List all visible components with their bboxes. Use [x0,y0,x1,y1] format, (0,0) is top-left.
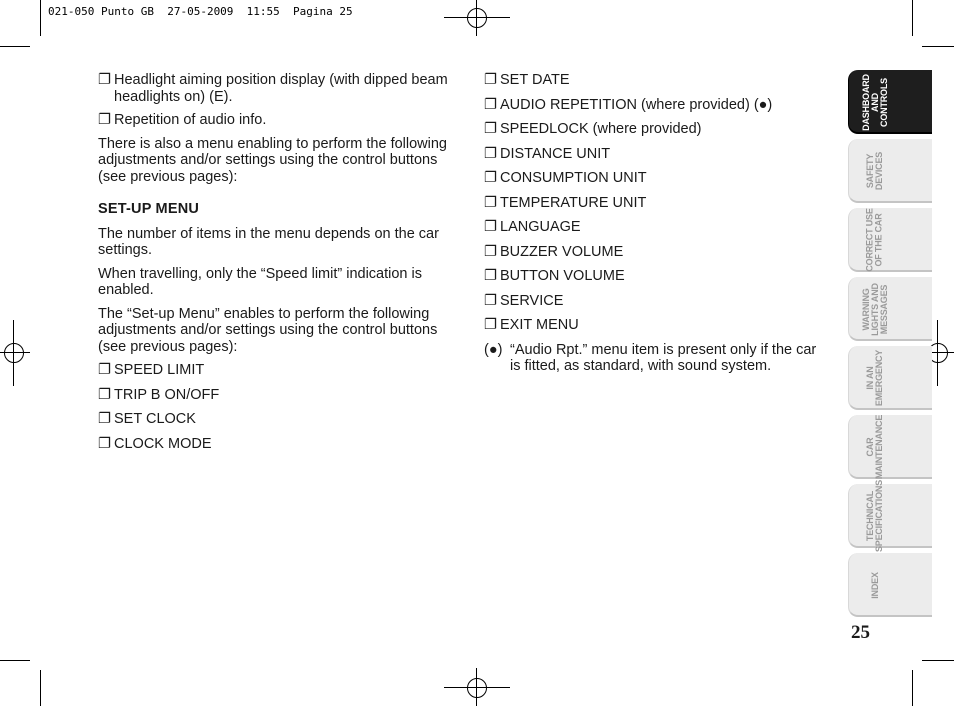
section-heading: SET-UP MENU [98,201,200,217]
menu-item-text: BUZZER VOLUME [500,243,624,260]
tab-warning-lights-and-messages[interactable] [848,277,932,341]
menu-item-text: SERVICE [500,292,564,309]
menu-item [484,244,824,261]
paragraph: The number of items in the menu depends on the car settings. [98,225,439,258]
menu-item [98,362,448,379]
print-slug: 021-050 Punto GB 27-05-2009 11:55 Pagina 25 [48,5,353,18]
checkbox-bullet-icon: ❐ [484,292,497,309]
menu-item [484,317,824,334]
checkbox-bullet-icon: ❐ [484,170,497,186]
tab-dashboard-and-controls[interactable] [848,70,932,134]
checkbox-bullet-icon: ❐ [98,411,111,427]
menu-item-text: SET DATE [500,72,570,88]
menu-item-text: AUDIO REPETITION (where provided) (●) [500,96,773,113]
checkbox-bullet-icon: ❐ [98,386,111,403]
menu-item-text: CLOCK MODE [114,435,212,452]
checkbox-bullet-icon: ❐ [484,121,497,137]
menu-item-text: LANGUAGE [500,219,581,235]
menu-item-text: TRIP B ON/OFF [114,386,220,403]
tab-label: WARNING LIGHTS AND MESSAGES [860,282,889,336]
crop-mark [922,660,954,661]
tab-label: SAFETY DEVICES [865,151,884,191]
bullet-text: Headlight aiming position display (with dipped beam headlights on) (E). [114,72,448,105]
bullet-text: Repetition of audio info. [114,112,267,128]
menu-item [484,121,824,138]
crop-mark [912,0,913,36]
crop-mark [0,46,30,47]
checkbox-bullet-icon: ❐ [484,194,497,211]
menu-item [98,387,448,404]
left-column [98,72,448,460]
menu-item [98,436,448,453]
checkbox-bullet-icon: ❐ [484,243,497,260]
checkbox-bullet-icon: ❐ [98,362,111,378]
menu-item-text: EXIT MENU [500,317,579,333]
crop-mark [912,670,913,706]
crop-mark [40,670,41,706]
paragraph: The “Set-up Menu” enables to perform the following adjustments and/or settings using the control buttons (see previous pages): [98,305,438,355]
menu-item-text: SPEED LIMIT [114,362,205,378]
crop-mark [0,660,30,661]
intro-paragraph: There is also a menu enabling to perform the following adjustments and/or settings using the control buttons (see previous pages): [98,135,447,185]
bullet-item [98,112,448,129]
tab-car-maintenance[interactable] [848,415,932,479]
checkbox-bullet-icon: ❐ [98,112,111,128]
menu-item [484,146,824,163]
tab-in-an-emergency[interactable] [848,346,932,410]
menu-item [484,293,824,310]
bullet-item [98,72,448,105]
footnote-marker: (●) [484,341,503,358]
tab-label: TECHNICAL SPECIFICATIONS [865,479,885,553]
menu-item-text: SET CLOCK [114,411,196,427]
tab-correct-use-of-the-car[interactable] [848,208,932,272]
checkbox-bullet-icon: ❐ [484,268,497,284]
menu-item [484,97,824,114]
paragraph: When travelling, only the “Speed limit” indication is enabled. [98,265,422,298]
page-number: 25 [851,622,870,643]
checkbox-bullet-icon: ❐ [484,317,497,333]
tab-technical-specifications[interactable] [848,479,932,553]
tab-label: CORRECT USE OF THE CAR [865,208,884,272]
checkbox-bullet-icon: ❐ [484,219,497,235]
checkbox-bullet-icon: ❐ [484,72,497,88]
checkbox-bullet-icon: ❐ [98,435,111,452]
menu-item [484,268,824,285]
checkbox-bullet-icon: ❐ [484,145,497,162]
menu-item [484,170,824,187]
menu-item [484,195,824,212]
menu-item [98,411,448,428]
menu-item-text: CONSUMPTION UNIT [500,170,647,186]
crop-mark [40,0,41,36]
tab-safety-devices[interactable] [848,139,932,203]
checkbox-bullet-icon: ❐ [98,72,111,88]
menu-item [484,72,824,89]
menu-item-text: SPEEDLOCK (where provided) [500,121,702,137]
menu-item-text: TEMPERATURE UNIT [500,194,647,211]
menu-item-text: DISTANCE UNIT [500,145,611,162]
menu-item [484,219,824,236]
tab-label: INDEX [869,571,880,599]
footnote [484,342,824,375]
right-column [484,72,824,375]
tab-label: DASHBOARD AND CONTROLS [860,73,889,131]
tab-label: IN AN EMERGENCY [865,349,884,407]
footnote-text: “Audio Rpt.” menu item is present only if the car is fitted, as standard, with sound system. [510,341,817,374]
crop-mark [922,46,954,47]
tab-index[interactable] [848,553,932,617]
checkbox-bullet-icon: ❐ [484,96,497,113]
tab-label: CAR MAINTENANCE [865,414,884,480]
menu-item-text: BUTTON VOLUME [500,268,625,284]
